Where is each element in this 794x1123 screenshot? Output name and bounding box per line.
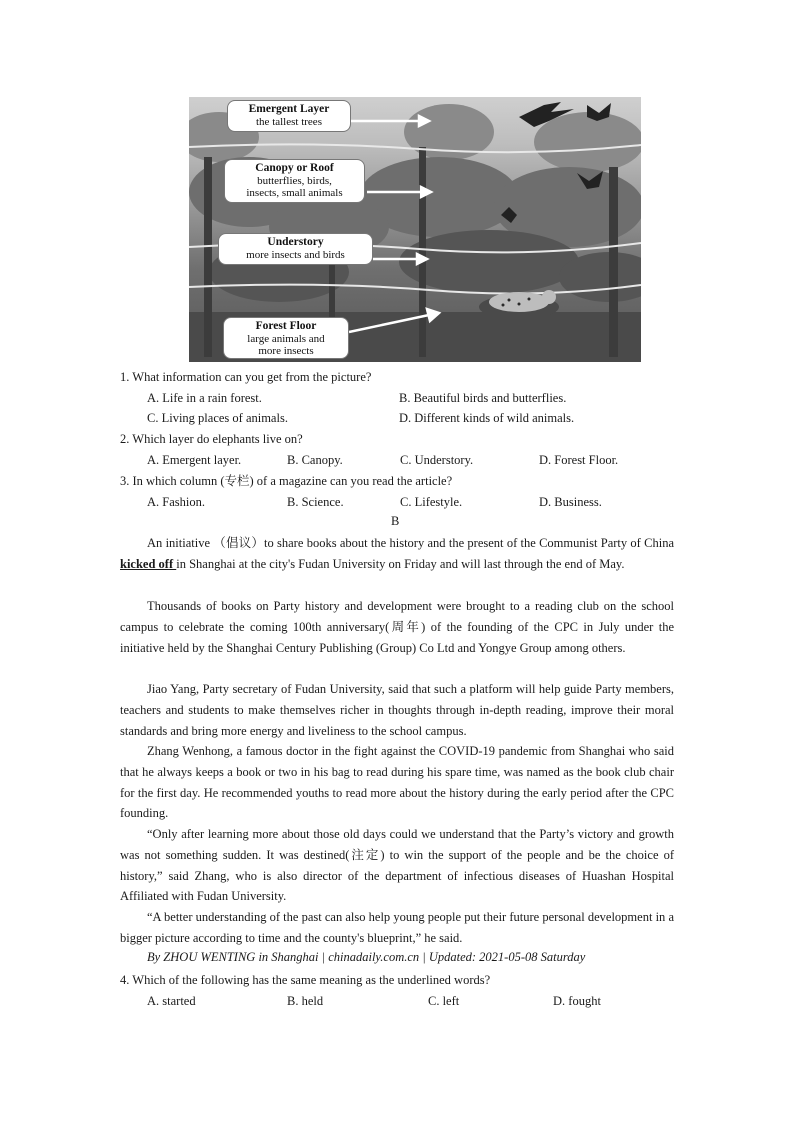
question-3-option-b[interactable]: B. Science. (287, 495, 344, 509)
question-4-option-c[interactable]: C. left (428, 994, 460, 1008)
underlined-phrase: kicked off (120, 556, 177, 571)
question-2-option-a[interactable]: A. Emergent layer. (147, 453, 242, 467)
p5-text: “Only after learning more about those old days could we understand that the Party’s victory and growth was not something sudden. It was destined(注定) to win the support of the people and be the choice of history,” said Zhang, who is also director of the department of infectious diseases of Huashan Hospital Affiliated with Fudan University. (120, 827, 674, 904)
label-title: Understory (267, 236, 324, 248)
question-4-stem: 4. Which of the following has the same meaning as the underlined words? (120, 973, 491, 987)
label-emergent-layer (227, 100, 351, 132)
rainforest-layers-figure (189, 97, 641, 362)
article-source: By ZHOU WENTING in Shanghai | chinadaily.com.cn | Updated: 2021-05-08 Saturday (147, 950, 586, 964)
question-1-option-d[interactable]: D. Different kinds of wild animals. (399, 411, 575, 425)
question-3-option-c[interactable]: C. Lifestyle. (400, 495, 463, 509)
question-4-option-d[interactable]: D. fought (553, 994, 601, 1008)
question-3-option-d[interactable]: D. Business. (539, 495, 602, 509)
label-forest-floor (223, 317, 349, 359)
article-paragraph-6 (120, 907, 674, 949)
question-1-stem: 1. What information can you get from the picture? (120, 370, 372, 384)
article-paragraph-3 (120, 679, 674, 741)
question-3-stem: 3. In which column (专栏) of a magazine can you read the article? (120, 474, 453, 488)
p4-text: Zhang Wenhong, a famous doctor in the fight against the COVID-19 pandemic from Shanghai who said that he always keeps a book or two in his bag to read during his spare time, was named as the book club chair for the first day. He recommended youths to read more about the history during the early period after the CPC founding. (120, 744, 674, 821)
question-2-option-b[interactable]: B. Canopy. (287, 453, 343, 467)
question-2-option-d[interactable]: D. Forest Floor. (539, 453, 619, 467)
label-desc: the tallest trees (256, 115, 322, 128)
question-1-option-a[interactable]: A. Life in a rain forest. (147, 391, 262, 405)
question-3-option-a[interactable]: A. Fashion. (147, 495, 205, 509)
question-1-option-b[interactable]: B. Beautiful birds and butterflies. (399, 391, 567, 405)
article-paragraph-5 (120, 824, 674, 907)
label-desc: butterflies, birds, (257, 174, 332, 187)
article-paragraph-1 (120, 533, 674, 575)
label-title: Forest Floor (255, 320, 317, 332)
label-desc: large animals and (247, 332, 325, 345)
p3-text: Jiao Yang, Party secretary of Fudan University, said that such a platform will help guide Party members, teachers and students to make themselves richer in thoughts through in-depth reading, improve their moral standards and bring more energy and liveliness to the school campus. (120, 682, 674, 738)
section-heading-b: B (391, 514, 400, 528)
article-paragraph-4 (120, 741, 674, 824)
question-4-option-a[interactable]: A. started (147, 994, 196, 1008)
label-title: Emergent Layer (248, 103, 330, 115)
label-understory (218, 233, 373, 265)
label-desc: insects, small animals (246, 187, 343, 199)
question-2-option-c[interactable]: C. Understory. (400, 453, 474, 467)
p6-text: “A better understanding of the past can also help young people put their future personal development in a bigger picture according to time and the county's blueprint,” he said. (120, 910, 674, 945)
p1-before: An initiative （倡议）to share books about the history and the present of the Communist Party of China (147, 536, 674, 550)
label-title: Canopy or Roof (255, 162, 334, 174)
question-4-option-b[interactable]: B. held (287, 994, 324, 1008)
question-2-stem: 2. Which layer do elephants live on? (120, 432, 303, 446)
label-canopy (224, 159, 365, 203)
p1-after: in Shanghai at the city's Fudan University on Friday and will last through the end of May. (176, 556, 625, 571)
question-1-option-c[interactable]: C. Living places of animals. (147, 411, 288, 425)
label-desc: more insects and birds (246, 248, 345, 261)
p2-text: Thousands of books on Party history and development were brought to a reading club on the school campus to celebrate the coming 100th anniversary(周年) of the founding of the CPC in July under the initiative held by the Shanghai Century Publishing (Group) Co Ltd and Yongye Group among others. (120, 599, 674, 655)
label-desc: more insects (258, 345, 314, 357)
article-paragraph-2 (120, 596, 674, 658)
